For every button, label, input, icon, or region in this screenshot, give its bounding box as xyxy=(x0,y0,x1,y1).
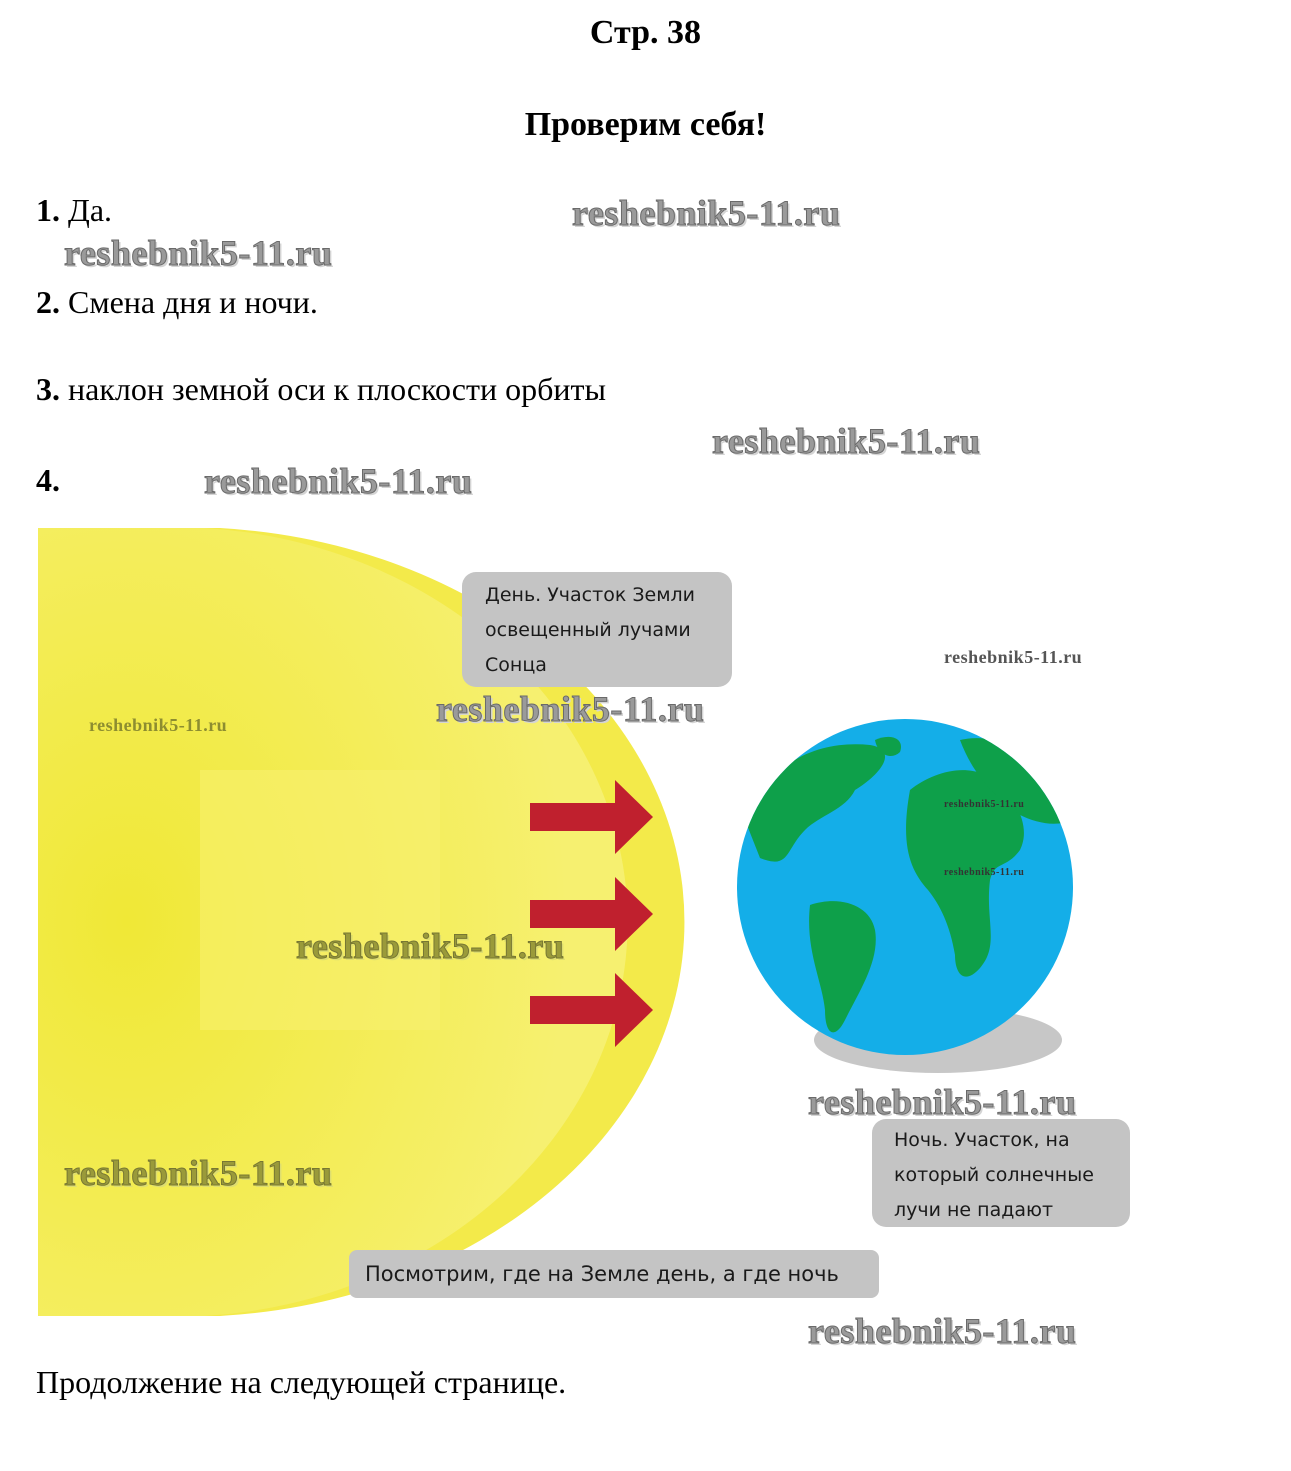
night-label-line: лучи не падают xyxy=(894,1199,1054,1221)
earth-globe xyxy=(737,719,1080,1073)
night-label-line: который солнечные xyxy=(894,1164,1094,1186)
watermark: reshebnik5-11.ru xyxy=(944,647,1083,667)
answer-text: Да. xyxy=(68,192,113,228)
day-label-line: День. Участок Земли xyxy=(485,584,696,606)
answer-4 xyxy=(36,462,60,499)
answer-text: наклон земной оси к плоскости орбиты xyxy=(68,371,606,407)
watermark: reshebnik5-11.ru xyxy=(204,461,473,501)
page-number: Стр. 38 xyxy=(589,14,702,51)
answer-number: 2. xyxy=(36,284,60,320)
day-label-bubble xyxy=(462,572,732,687)
answer-1 xyxy=(36,192,112,229)
day-label-line: освещенный лучами xyxy=(485,619,691,641)
answer-number: 3. xyxy=(36,371,60,407)
watermark: reshebnik5-11.ru xyxy=(436,689,705,729)
watermark: reshebnik5-11.ru xyxy=(944,867,1025,878)
watermark: reshebnik5-11.ru xyxy=(712,421,981,461)
answer-3 xyxy=(36,371,606,408)
caption-bubble: Посмотрим, где на Земле день, а где ночь xyxy=(349,1250,879,1298)
night-label-line: Ночь. Участок, на xyxy=(894,1129,1070,1151)
watermark: reshebnik5-11.ru xyxy=(572,193,841,233)
answer-2 xyxy=(36,284,318,321)
night-label-bubble xyxy=(872,1119,1130,1227)
sun-ray-arrows xyxy=(530,780,653,1047)
answer-number: 4. xyxy=(36,462,60,498)
answer-text: Смена дня и ночи. xyxy=(68,284,318,320)
watermark: reshebnik5-11.ru xyxy=(944,799,1025,810)
watermark: reshebnik5-11.ru xyxy=(296,926,565,966)
day-label-line: Сонца xyxy=(485,654,547,676)
watermark: reshebnik5-11.ru xyxy=(89,715,228,735)
answer-number: 1. xyxy=(36,192,60,228)
section-title: Проверим себя! xyxy=(524,106,767,143)
watermark: reshebnik5-11.ru xyxy=(64,233,333,273)
watermark: reshebnik5-11.ru xyxy=(808,1082,1077,1122)
watermark: reshebnik5-11.ru xyxy=(64,1153,333,1193)
continuation-note: Продолжение на следующей странице. xyxy=(36,1364,567,1400)
watermark: reshebnik5-11.ru xyxy=(808,1311,1077,1351)
